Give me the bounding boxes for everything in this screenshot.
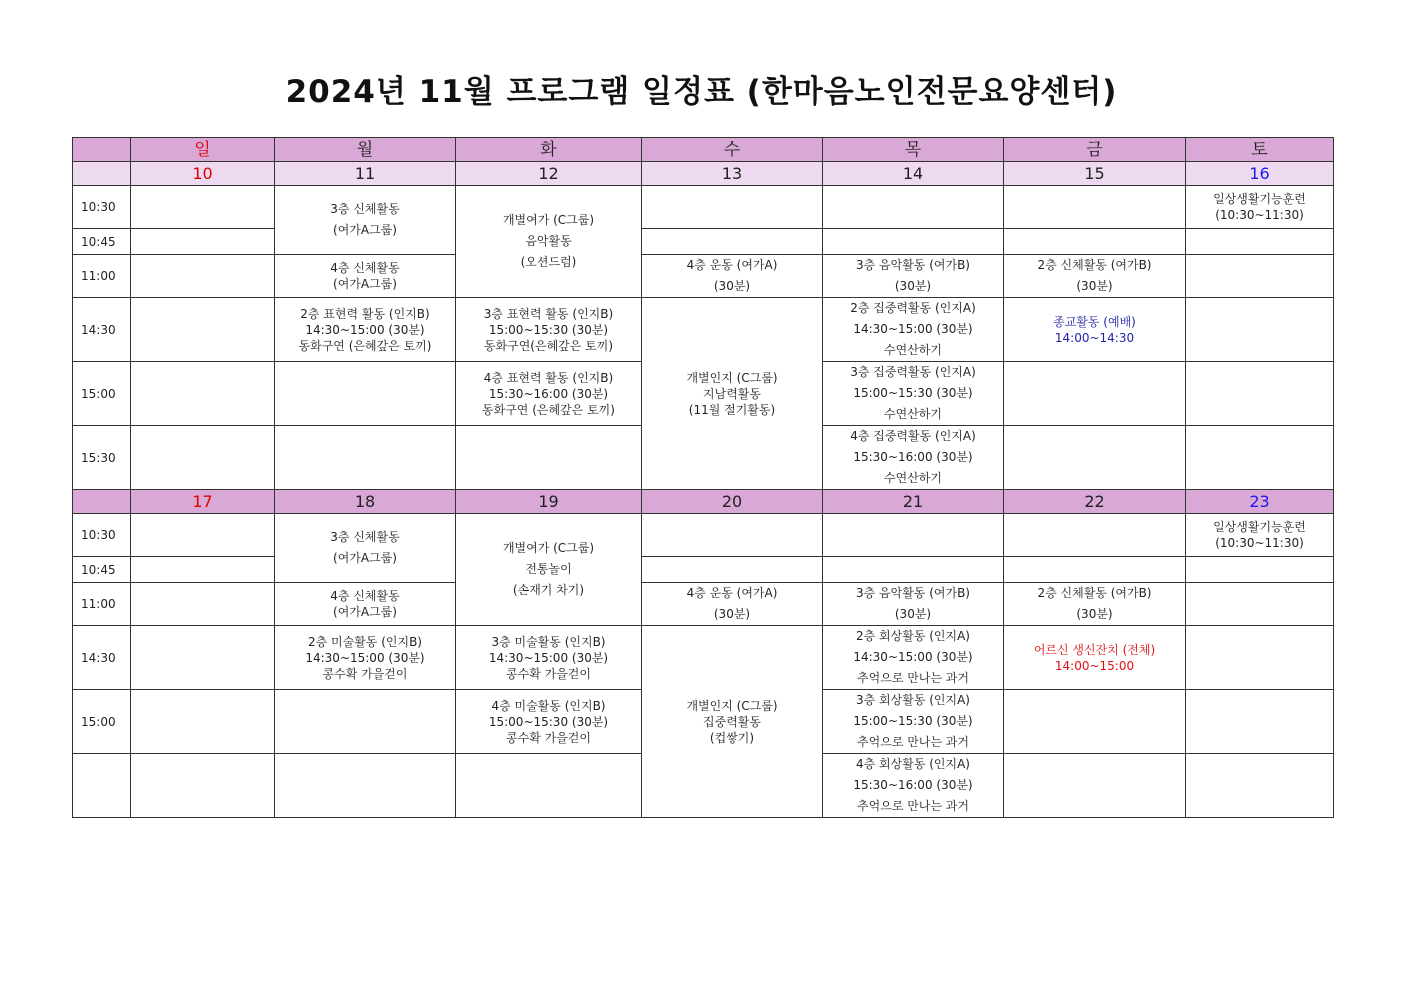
event-cell	[456, 362, 642, 426]
event-cell	[823, 255, 1004, 298]
event-line: 추억으로 만나는 과거	[857, 671, 969, 685]
event-line: 15:30~16:00 (30분)	[488, 386, 609, 401]
empty-cell	[642, 514, 823, 557]
event-line: 3층 신체활동	[330, 202, 400, 216]
event-line: 수연산하기	[884, 407, 942, 421]
event-line: 14:30~15:00 (30분)	[305, 650, 425, 665]
empty-cell	[275, 690, 456, 754]
empty-cell	[642, 229, 823, 255]
event-cell	[823, 426, 1004, 490]
event-line: 개별여가 (C그룹)	[502, 541, 595, 555]
event-line: (30분)	[894, 279, 932, 293]
event-line: (30분)	[713, 607, 751, 621]
empty-cell	[131, 690, 275, 754]
empty-cell	[456, 754, 642, 818]
event-line: 2층 집중력활동 (인지A)	[850, 301, 976, 315]
event-line: 추억으로 만나는 과거	[857, 735, 969, 749]
event-cell	[275, 514, 456, 583]
empty-cell	[1186, 229, 1334, 255]
empty-cell	[1004, 754, 1186, 818]
schedule-table	[72, 137, 1334, 818]
event-line: 개별인지 (C그룹)	[686, 370, 778, 385]
empty-cell	[823, 514, 1004, 557]
event-line: 어르신 생신잔치 (전체)	[1033, 642, 1156, 657]
empty-cell	[1004, 229, 1186, 255]
event-line: 3층 집중력활동 (인지A)	[850, 365, 976, 379]
empty-cell	[456, 426, 642, 490]
event-cell	[642, 298, 823, 490]
event-cell	[275, 626, 456, 690]
date-cell: 18	[275, 490, 456, 514]
date-cell: 12	[456, 162, 642, 186]
empty-cell	[1186, 255, 1334, 298]
event-line: 14:30~15:00 (30분)	[305, 322, 425, 337]
time-row	[73, 298, 1334, 362]
event-line: 14:30~15:00 (30분)	[853, 650, 973, 664]
date-cell: 11	[275, 162, 456, 186]
event-line: 3층 미술활동 (인지B)	[491, 634, 606, 649]
event-line: 3층 신체활동	[330, 530, 400, 544]
page-title: 2024년 11월 프로그램 일정표 (한마음노인전문요양센터)	[285, 74, 1118, 110]
event-line: (10:30~11:30)	[1215, 536, 1304, 550]
event-cell	[1186, 514, 1334, 557]
empty-cell	[131, 514, 275, 557]
weekday-fri: 금	[1004, 138, 1186, 162]
event-line: 동화구연(은혜갚은 토끼)	[483, 338, 614, 353]
time-label: 14:30	[73, 626, 131, 690]
empty-cell	[131, 626, 275, 690]
weekday-sat: 토	[1186, 138, 1334, 162]
event-line: 개별인지 (C그룹)	[686, 698, 778, 713]
event-line: (30분)	[1076, 607, 1113, 621]
event-line: (11월 절기활동)	[688, 402, 776, 417]
event-cell	[1186, 186, 1334, 229]
time-row	[73, 255, 1334, 298]
weekday-thu: 목	[823, 138, 1004, 162]
event-line: 14:00~14:30	[1054, 330, 1135, 345]
event-line: 14:30~15:00 (30분)	[488, 650, 609, 665]
event-line: 4층 미술활동 (인지B)	[491, 698, 606, 713]
event-line: 콩수확 가을걷이	[506, 730, 591, 745]
empty-cell	[1186, 362, 1334, 426]
event-line: 2층 신체활동 (여가B)	[1037, 586, 1152, 600]
event-cell	[823, 583, 1004, 626]
event-cell	[275, 298, 456, 362]
time-row	[73, 186, 1334, 229]
empty-cell	[1004, 557, 1186, 583]
date-cell: 20	[642, 490, 823, 514]
weekday-tue: 화	[456, 138, 642, 162]
time-label	[73, 754, 131, 818]
date-corner	[73, 162, 131, 186]
date-cell: 16	[1186, 162, 1334, 186]
event-line: 3층 회상활동 (인지A)	[856, 693, 970, 707]
event-line: 4층 운동 (여가A)	[686, 586, 778, 600]
event-line: 3층 표현력 활동 (인지B)	[483, 306, 614, 321]
event-line: 2층 회상활동 (인지A)	[856, 629, 970, 643]
date-cell: 17	[131, 490, 275, 514]
event-cell	[823, 690, 1004, 754]
event-line: 집중력활동	[703, 714, 761, 729]
empty-cell	[131, 229, 275, 255]
time-row	[73, 514, 1334, 557]
event-line: 15:30~16:00 (30분)	[853, 450, 973, 464]
event-line: 15:00~15:30 (30분)	[853, 714, 973, 728]
event-line: 4층 표현력 활동 (인지B)	[483, 370, 614, 385]
empty-cell	[1186, 557, 1334, 583]
event-cell	[275, 255, 456, 298]
empty-cell	[131, 754, 275, 818]
empty-cell	[131, 583, 275, 626]
event-line: 14:30~15:00 (30분)	[853, 322, 973, 336]
event-line: 개별여가 (C그룹)	[502, 213, 595, 227]
empty-cell	[642, 186, 823, 229]
time-row	[73, 626, 1334, 690]
time-label: 15:00	[73, 690, 131, 754]
empty-cell	[131, 298, 275, 362]
event-line: (여가A그룹)	[333, 605, 397, 619]
event-line: 2층 신체활동 (여가B)	[1037, 258, 1152, 272]
event-line: (30분)	[1076, 279, 1113, 293]
time-label: 10:30	[73, 186, 131, 229]
event-line: 수연산하기	[884, 343, 942, 357]
empty-cell	[275, 754, 456, 818]
event-line: 2층 표현력 활동 (인지B)	[300, 306, 430, 321]
time-label: 14:30	[73, 298, 131, 362]
empty-cell	[275, 426, 456, 490]
event-line: 추억으로 만나는 과거	[857, 799, 969, 813]
time-label: 15:30	[73, 426, 131, 490]
event-cell	[1004, 626, 1186, 690]
time-label: 10:30	[73, 514, 131, 557]
date-cell: 15	[1004, 162, 1186, 186]
time-label: 15:00	[73, 362, 131, 426]
date-cell: 21	[823, 490, 1004, 514]
event-cell	[823, 362, 1004, 426]
empty-cell	[1004, 690, 1186, 754]
event-line: 수연산하기	[884, 471, 942, 485]
event-line: 3층 음악활동 (여가B)	[855, 586, 970, 600]
date-corner	[73, 490, 131, 514]
empty-cell	[1004, 426, 1186, 490]
event-cell	[823, 626, 1004, 690]
event-cell	[642, 583, 823, 626]
event-line: 콩수확 가을걷이	[506, 666, 591, 681]
event-cell	[1004, 298, 1186, 362]
empty-cell	[131, 362, 275, 426]
event-cell	[275, 186, 456, 255]
event-line: 일상생활기능훈련	[1213, 520, 1306, 534]
event-line: 2층 미술활동 (인지B)	[307, 634, 422, 649]
date-cell: 19	[456, 490, 642, 514]
event-line: (30분)	[894, 607, 932, 621]
event-cell	[456, 514, 642, 626]
event-line: 14:00~15:00	[1054, 658, 1135, 673]
event-line: 15:00~15:30 (30분)	[488, 322, 609, 337]
event-line: 3층 음악활동 (여가B)	[855, 258, 970, 272]
time-label: 10:45	[73, 557, 131, 583]
event-line: (여가A그룹)	[333, 551, 397, 565]
event-line: 콩수확 가을걷이	[322, 666, 408, 681]
event-line: (컵쌓기)	[709, 730, 755, 745]
empty-cell	[1186, 298, 1334, 362]
weekday-wed: 수	[642, 138, 823, 162]
empty-cell	[1186, 426, 1334, 490]
week1-date-row	[73, 162, 1334, 186]
event-line: 15:00~15:30 (30분)	[853, 386, 973, 400]
date-cell: 22	[1004, 490, 1186, 514]
event-line: (여가A그룹)	[333, 223, 397, 237]
event-cell	[456, 690, 642, 754]
time-label: 10:45	[73, 229, 131, 255]
time-row	[73, 557, 1334, 583]
empty-cell	[1186, 626, 1334, 690]
weekday-header-row	[73, 138, 1334, 162]
date-cell: 23	[1186, 490, 1334, 514]
event-line: 전통놀이	[525, 562, 572, 576]
weekday-mon: 월	[275, 138, 456, 162]
weekday-sun: 일	[131, 138, 275, 162]
event-line: 동화구연 (은혜갚은 토끼)	[298, 338, 432, 353]
empty-cell	[1004, 514, 1186, 557]
event-line: 음악활동	[525, 234, 572, 248]
empty-cell	[131, 557, 275, 583]
empty-cell	[275, 362, 456, 426]
event-line: 동화구연 (은혜갚은 토끼)	[482, 402, 615, 417]
empty-cell	[642, 557, 823, 583]
empty-cell	[1186, 583, 1334, 626]
date-cell: 14	[823, 162, 1004, 186]
event-line: 일상생활기능훈련	[1213, 192, 1306, 206]
event-cell	[823, 754, 1004, 818]
event-line: 4층 운동 (여가A)	[686, 258, 778, 272]
time-label: 11:00	[73, 583, 131, 626]
corner-cell	[73, 138, 131, 162]
event-line: (오션드럼)	[520, 255, 577, 269]
empty-cell	[823, 186, 1004, 229]
event-line: 15:00~15:30 (30분)	[488, 714, 609, 729]
empty-cell	[131, 426, 275, 490]
event-cell	[456, 626, 642, 690]
event-line: (손재기 차기)	[512, 583, 585, 597]
event-line: (30분)	[713, 279, 751, 293]
event-line: (여가A그룹)	[333, 277, 397, 291]
event-cell	[1004, 583, 1186, 626]
event-line: 4층 집중력활동 (인지A)	[850, 429, 976, 443]
event-cell	[275, 583, 456, 626]
empty-cell	[131, 186, 275, 229]
event-cell	[456, 298, 642, 362]
empty-cell	[1186, 754, 1334, 818]
event-line: 종교활동 (예배)	[1053, 314, 1136, 329]
event-cell	[642, 626, 823, 818]
empty-cell	[1186, 690, 1334, 754]
event-cell	[456, 186, 642, 298]
empty-cell	[1004, 362, 1186, 426]
event-cell	[642, 255, 823, 298]
date-cell: 10	[131, 162, 275, 186]
empty-cell	[1004, 186, 1186, 229]
date-cell: 13	[642, 162, 823, 186]
event-line: 4층 신체활동	[330, 261, 400, 275]
time-row	[73, 229, 1334, 255]
event-cell	[823, 298, 1004, 362]
empty-cell	[131, 255, 275, 298]
event-line: (10:30~11:30)	[1215, 208, 1304, 222]
empty-cell	[823, 557, 1004, 583]
event-line: 4층 회상활동 (인지A)	[856, 757, 970, 771]
event-line: 4층 신체활동	[330, 589, 400, 603]
event-line: 지남력활동	[703, 386, 761, 401]
empty-cell	[823, 229, 1004, 255]
event-line: 15:30~16:00 (30분)	[853, 778, 973, 792]
time-row	[73, 583, 1334, 626]
event-cell	[1004, 255, 1186, 298]
week2-date-row	[73, 490, 1334, 514]
time-label: 11:00	[73, 255, 131, 298]
